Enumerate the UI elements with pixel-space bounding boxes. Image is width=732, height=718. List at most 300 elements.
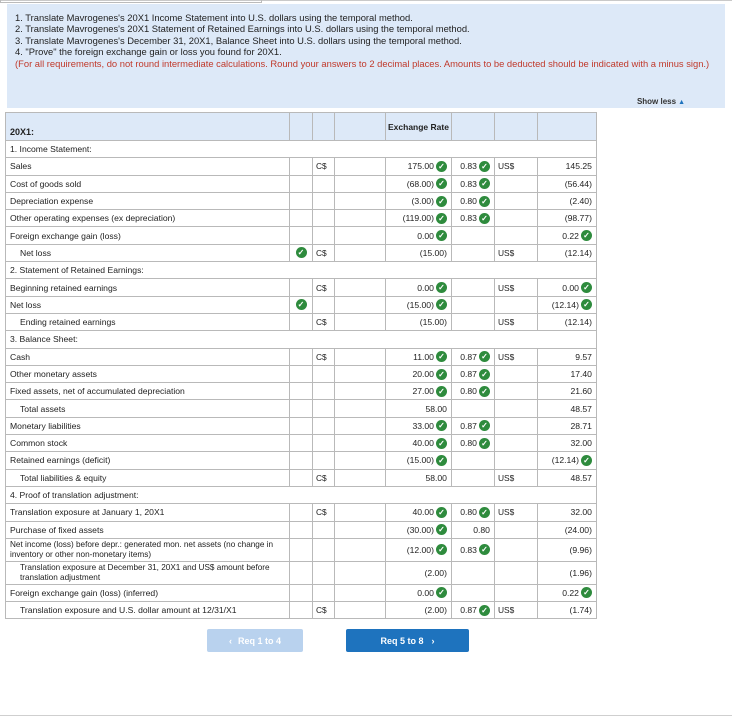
usd-amount-cell[interactable]	[537, 192, 596, 209]
exchange-rate-cell	[451, 452, 494, 469]
exchange-rate-wrap	[454, 369, 490, 380]
usd-amount-cell[interactable]	[537, 210, 596, 227]
foreign-amount[interactable]: (15.00)	[419, 247, 447, 258]
foreign-amount-wrap	[388, 386, 447, 397]
row-label: Translation exposure and U.S. dollar amount at 12/31/X1	[6, 602, 290, 619]
check-icon: ✓	[479, 605, 490, 616]
row-label: Common stock	[6, 435, 290, 452]
usd-currency-cell[interactable]	[494, 469, 537, 486]
check-icon: ✓	[479, 178, 490, 189]
foreign-amount[interactable]: (15.00)	[406, 299, 434, 310]
usd-amount[interactable]: 32.00	[570, 438, 592, 449]
foreign-amount-cell[interactable]	[386, 538, 452, 561]
foreign-amount[interactable]: (2.00)	[424, 605, 447, 616]
check-icon: ✓	[436, 455, 447, 466]
exchange-rate-cell[interactable]	[451, 417, 494, 434]
usd-amount-wrap	[540, 179, 592, 189]
foreign-amount-wrap	[388, 420, 447, 431]
usd-currency-cell	[494, 210, 537, 227]
exchange-rate[interactable]: 0.80	[460, 386, 477, 397]
table-row	[6, 227, 597, 244]
exchange-rate[interactable]: 0.83	[460, 544, 477, 555]
usd-amount-cell[interactable]	[537, 602, 596, 619]
header-blank	[494, 113, 537, 141]
foreign-currency-cell[interactable]	[313, 158, 335, 175]
usd-amount-wrap	[540, 161, 592, 171]
usd-amount-cell[interactable]	[537, 158, 596, 175]
usd-currency-label[interactable]: US$	[497, 317, 515, 328]
row-status-cell	[290, 521, 313, 538]
foreign-currency-cell[interactable]	[313, 348, 335, 365]
tab-notch	[0, 0, 262, 3]
foreign-currency-label[interactable]: C$	[316, 605, 327, 616]
exchange-rate-cell[interactable]	[451, 504, 494, 521]
header-blank	[537, 113, 596, 141]
foreign-amount[interactable]: (12.00)	[406, 544, 434, 555]
foreign-amount-cell[interactable]	[386, 504, 452, 521]
table-row	[6, 383, 597, 400]
foreign-currency-cell	[313, 561, 335, 584]
exchange-rate[interactable]: 0.83	[460, 161, 477, 172]
usd-amount-wrap	[540, 568, 592, 578]
usd-amount-cell[interactable]	[537, 561, 596, 584]
foreign-amount-wrap	[388, 605, 447, 615]
exchange-rate-cell[interactable]	[451, 435, 494, 452]
usd-amount[interactable]: (12.14)	[564, 317, 592, 328]
usd-amount[interactable]: (98.77)	[564, 213, 592, 224]
foreign-currency-label[interactable]: C$	[316, 282, 327, 293]
usd-currency-label[interactable]: US$	[497, 161, 515, 172]
foreign-currency-cell[interactable]	[313, 279, 335, 296]
spacer-cell	[335, 279, 386, 296]
usd-amount[interactable]: 145.25	[565, 161, 592, 172]
foreign-currency-cell[interactable]	[313, 313, 335, 330]
exchange-rate[interactable]: 0.83	[460, 178, 477, 189]
spacer-cell	[335, 313, 386, 330]
usd-amount-wrap	[540, 230, 592, 241]
row-status-cell	[290, 210, 313, 227]
exchange-rate-wrap	[454, 605, 490, 616]
spacer-cell	[335, 469, 386, 486]
usd-amount-wrap	[540, 369, 592, 379]
row-status-cell	[290, 348, 313, 365]
instructions-panel	[7, 4, 725, 108]
table-row	[6, 521, 597, 538]
show-less-label[interactable]: Show less	[636, 97, 677, 106]
exchange-rate[interactable]: 0.87	[460, 351, 477, 362]
foreign-currency-cell	[313, 192, 335, 209]
foreign-amount[interactable]: (15.00)	[406, 455, 434, 466]
exchange-rate-cell[interactable]	[451, 348, 494, 365]
foreign-currency-cell[interactable]	[313, 602, 335, 619]
spacer-cell	[335, 417, 386, 434]
usd-amount[interactable]: (12.14)	[564, 247, 592, 258]
foreign-amount-cell[interactable]	[386, 383, 452, 400]
foreign-amount[interactable]: 58.00	[425, 472, 447, 483]
row-label: Depreciation expense	[6, 192, 290, 209]
usd-amount-wrap	[540, 248, 592, 258]
prev-requirement-button[interactable]	[207, 629, 303, 652]
row-label: Sales	[6, 158, 290, 175]
exchange-rate-wrap	[454, 438, 490, 449]
foreign-amount[interactable]: 40.00	[412, 438, 434, 449]
exchange-rate[interactable]: 0.80	[460, 196, 477, 207]
usd-amount[interactable]: (1.96)	[569, 567, 592, 578]
row-label: Fixed assets, net of accumulated depreciation	[6, 383, 290, 400]
usd-amount[interactable]: 0.22	[562, 230, 579, 241]
foreign-amount-cell[interactable]	[386, 210, 452, 227]
foreign-amount[interactable]: (15.00)	[419, 317, 447, 328]
table-row	[6, 469, 597, 486]
usd-amount[interactable]: (1.74)	[569, 605, 592, 616]
spacer-cell	[335, 521, 386, 538]
usd-amount[interactable]: 0.00	[562, 282, 579, 293]
table-row	[6, 313, 597, 330]
check-icon: ✓	[436, 178, 447, 189]
foreign-amount-wrap	[388, 455, 447, 466]
usd-amount-cell[interactable]	[537, 348, 596, 365]
spacer-cell	[335, 538, 386, 561]
foreign-amount-cell[interactable]	[386, 244, 452, 261]
foreign-currency-cell[interactable]	[313, 504, 335, 521]
foreign-amount-cell[interactable]	[386, 192, 452, 209]
foreign-amount-cell[interactable]	[386, 279, 452, 296]
foreign-amount-cell[interactable]	[386, 452, 452, 469]
exchange-rate-cell	[451, 313, 494, 330]
foreign-amount-cell[interactable]	[386, 158, 452, 175]
usd-amount-cell[interactable]	[537, 584, 596, 601]
check-icon: ✓	[479, 161, 490, 172]
foreign-amount-wrap	[388, 544, 447, 555]
foreign-amount-cell[interactable]	[386, 417, 452, 434]
header-blank	[335, 113, 386, 141]
check-icon: ✓	[436, 161, 447, 172]
usd-amount[interactable]: 48.57	[570, 403, 592, 414]
foreign-amount-wrap	[388, 213, 447, 224]
usd-amount-cell[interactable]	[537, 175, 596, 192]
foreign-amount[interactable]: 0.00	[417, 282, 434, 293]
usd-amount-cell[interactable]	[537, 313, 596, 330]
exchange-rate-cell	[451, 244, 494, 261]
usd-amount-wrap	[540, 473, 592, 483]
foreign-amount[interactable]: 33.00	[412, 420, 434, 431]
foreign-amount-cell[interactable]	[386, 365, 452, 382]
usd-currency-cell[interactable]	[494, 279, 537, 296]
exchange-rate-cell[interactable]	[451, 521, 494, 538]
exchange-rate-cell[interactable]	[451, 538, 494, 561]
usd-amount-wrap	[540, 438, 592, 448]
spacer-cell	[335, 561, 386, 584]
exchange-rate[interactable]: 0.87	[460, 369, 477, 379]
foreign-amount-cell[interactable]	[386, 469, 452, 486]
section-header-row	[6, 331, 597, 348]
spacer-cell	[335, 244, 386, 261]
foreign-amount[interactable]: (68.00)	[406, 178, 434, 189]
exchange-rate-wrap	[454, 351, 490, 362]
check-icon: ✓	[436, 299, 447, 310]
spacer-cell	[335, 158, 386, 175]
foreign-amount-cell[interactable]	[386, 584, 452, 601]
usd-amount[interactable]: 32.00	[570, 507, 592, 518]
usd-currency-cell	[494, 538, 537, 561]
row-label: Net loss	[6, 296, 290, 313]
usd-amount[interactable]: (12.14)	[551, 455, 579, 466]
foreign-amount[interactable]: 58.00	[425, 403, 447, 414]
usd-currency-cell[interactable]	[494, 313, 537, 330]
foreign-amount-wrap	[388, 404, 447, 414]
header-blank	[290, 113, 313, 141]
row-status-cell	[290, 313, 313, 330]
check-icon: ✓	[436, 213, 447, 224]
prev-requirement-label[interactable]: Req 1 to 4	[237, 635, 281, 646]
exchange-rate-wrap	[454, 507, 490, 518]
spacer-cell	[335, 175, 386, 192]
usd-amount[interactable]: (12.14)	[551, 299, 579, 310]
exchange-rate-cell[interactable]	[451, 602, 494, 619]
usd-amount[interactable]: 48.57	[570, 472, 592, 483]
row-status-cell	[290, 296, 313, 313]
table-row	[6, 244, 597, 261]
foreign-amount-cell[interactable]	[386, 313, 452, 330]
usd-amount-cell[interactable]	[537, 296, 596, 313]
exchange-rate[interactable]: 0.80	[460, 438, 477, 449]
table-row	[6, 158, 597, 175]
exchange-rate-wrap	[454, 161, 490, 172]
usd-currency-label[interactable]: US$	[497, 247, 515, 258]
usd-amount[interactable]: (56.44)	[564, 178, 592, 189]
foreign-amount-cell[interactable]	[386, 521, 452, 538]
row-label: Other monetary assets	[6, 365, 290, 382]
spacer-cell	[335, 227, 386, 244]
row-status-cell	[290, 561, 313, 584]
table-row	[6, 279, 597, 296]
exchange-rate-cell	[451, 227, 494, 244]
exchange-rate[interactable]: 0.83	[460, 213, 477, 224]
exchange-rate-cell[interactable]	[451, 210, 494, 227]
usd-amount-cell[interactable]	[537, 521, 596, 538]
usd-currency-cell[interactable]	[494, 348, 537, 365]
exchange-rate-cell[interactable]	[451, 192, 494, 209]
next-requirement-label[interactable]: Req 5 to 8	[380, 635, 424, 646]
table-row	[6, 192, 597, 209]
usd-amount-cell[interactable]	[537, 400, 596, 417]
row-status-cell	[290, 244, 313, 261]
table-header-row	[6, 113, 597, 141]
usd-amount-cell[interactable]	[537, 227, 596, 244]
usd-amount[interactable]: (9.96)	[569, 544, 592, 555]
usd-currency-cell	[494, 584, 537, 601]
row-status-cell	[290, 504, 313, 521]
spacer-cell	[335, 192, 386, 209]
usd-amount-cell[interactable]	[537, 435, 596, 452]
show-less-link[interactable]	[637, 96, 685, 108]
exchange-rate-wrap	[454, 386, 490, 397]
check-icon: ✓	[436, 524, 447, 535]
exchange-rate[interactable]: 0.80	[473, 524, 490, 535]
foreign-amount-cell[interactable]	[386, 175, 452, 192]
usd-amount[interactable]: 0.22	[562, 587, 579, 598]
spacer-cell	[335, 365, 386, 382]
foreign-amount-wrap	[388, 282, 447, 293]
check-icon: ✓	[479, 213, 490, 224]
foreign-amount[interactable]: 27.00	[412, 386, 434, 397]
foreign-currency-label[interactable]: C$	[316, 472, 327, 483]
row-label: Cash	[6, 348, 290, 365]
year-label: 20X1:	[6, 113, 290, 141]
foreign-amount[interactable]: 0.00	[417, 587, 434, 598]
table-row	[6, 296, 597, 313]
section-header-row	[6, 486, 597, 503]
table-row	[6, 400, 597, 417]
exchange-rate[interactable]: 0.87	[460, 420, 477, 431]
foreign-currency-cell	[313, 435, 335, 452]
usd-currency-label[interactable]: US$	[497, 507, 515, 518]
usd-amount-cell[interactable]	[537, 417, 596, 434]
foreign-amount-cell[interactable]	[386, 561, 452, 584]
foreign-amount[interactable]: 20.00	[412, 369, 434, 379]
usd-amount[interactable]: (2.40)	[569, 196, 592, 207]
section-header-row	[6, 141, 597, 158]
usd-amount[interactable]: 28.71	[570, 420, 592, 431]
check-icon: ✓	[296, 247, 307, 258]
usd-amount[interactable]: 17.40	[570, 369, 592, 379]
spacer-cell	[335, 584, 386, 601]
foreign-amount[interactable]: 11.00	[413, 351, 434, 362]
foreign-amount-wrap	[388, 524, 447, 535]
chevron-right-icon[interactable]: ›	[431, 635, 435, 646]
triangle-up-icon[interactable]: ▲	[678, 99, 685, 106]
usd-amount-wrap	[540, 421, 592, 431]
foreign-currency-cell[interactable]	[313, 469, 335, 486]
exchange-rate-cell[interactable]	[451, 365, 494, 382]
usd-currency-cell[interactable]	[494, 602, 537, 619]
foreign-currency-label[interactable]: C$	[316, 351, 327, 362]
table-row	[6, 435, 597, 452]
foreign-currency-label[interactable]: C$	[316, 507, 327, 518]
usd-amount-wrap	[540, 352, 592, 362]
usd-currency-label[interactable]: US$	[497, 605, 515, 616]
usd-amount-wrap	[540, 404, 592, 414]
foreign-currency-cell	[313, 383, 335, 400]
foreign-amount[interactable]: (119.00)	[402, 213, 434, 224]
foreign-amount-wrap	[388, 161, 447, 172]
check-icon: ✓	[581, 282, 592, 293]
check-icon: ✓	[479, 196, 490, 207]
spacer-cell	[335, 602, 386, 619]
exchange-rate[interactable]: 0.87	[460, 605, 477, 616]
usd-currency-cell[interactable]	[494, 504, 537, 521]
check-icon: ✓	[479, 438, 490, 449]
exchange-rate-cell	[451, 584, 494, 601]
usd-amount-cell[interactable]	[537, 452, 596, 469]
table-row	[6, 210, 597, 227]
table-row	[6, 175, 597, 192]
usd-amount-cell[interactable]	[537, 538, 596, 561]
usd-currency-label[interactable]: US$	[497, 282, 515, 293]
check-icon: ✓	[581, 455, 592, 466]
foreign-amount[interactable]: 40.00	[412, 507, 434, 518]
foreign-amount-wrap	[388, 248, 447, 258]
foreign-currency-cell	[313, 365, 335, 382]
foreign-amount-cell[interactable]	[386, 602, 452, 619]
chevron-left-icon[interactable]: ‹	[228, 635, 232, 646]
row-status-cell	[290, 584, 313, 601]
usd-amount[interactable]: 21.60	[570, 386, 592, 397]
foreign-currency-cell	[313, 452, 335, 469]
check-icon: ✓	[436, 230, 447, 241]
check-icon: ✓	[436, 351, 447, 362]
foreign-amount-wrap	[388, 568, 447, 578]
row-label: Beginning retained earnings	[6, 279, 290, 296]
foreign-amount[interactable]: 0.00	[417, 230, 434, 241]
row-status-cell	[290, 158, 313, 175]
foreign-amount[interactable]: 175.00	[407, 161, 434, 172]
check-icon: ✓	[436, 282, 447, 293]
usd-amount[interactable]: (24.00)	[564, 524, 592, 535]
usd-currency-cell[interactable]	[494, 244, 537, 261]
table-row	[6, 561, 597, 584]
table-row	[6, 365, 597, 382]
foreign-amount-cell[interactable]	[386, 435, 452, 452]
exchange-rate[interactable]: 0.80	[460, 507, 477, 518]
foreign-currency-label[interactable]: C$	[316, 161, 327, 172]
instruction-note: (For all requirements, do not round intermediate calculations. Round your answers to 2 decimal places. Amounts to be deducted should be indicated with a minus sign.)	[15, 57, 710, 69]
usd-amount-cell[interactable]	[537, 504, 596, 521]
section-label: 3. Balance Sheet:	[6, 331, 597, 348]
foreign-amount-wrap	[388, 507, 447, 518]
foreign-currency-label[interactable]: C$	[316, 247, 327, 258]
usd-amount[interactable]: 9.57	[575, 351, 592, 362]
exchange-rate-cell[interactable]	[451, 383, 494, 400]
foreign-amount-cell[interactable]	[386, 348, 452, 365]
check-icon: ✓	[436, 420, 447, 431]
check-icon: ✓	[436, 369, 447, 380]
check-icon: ✓	[436, 544, 447, 555]
foreign-amount-cell[interactable]	[386, 227, 452, 244]
usd-currency-cell[interactable]	[494, 158, 537, 175]
usd-currency-label[interactable]: US$	[497, 351, 515, 362]
row-status-cell	[290, 383, 313, 400]
usd-amount-cell[interactable]	[537, 365, 596, 382]
usd-amount-cell[interactable]	[537, 383, 596, 400]
check-icon: ✓	[436, 196, 447, 207]
row-label: Net loss	[6, 244, 290, 261]
row-status-cell	[290, 227, 313, 244]
usd-amount-cell[interactable]	[537, 279, 596, 296]
usd-amount-wrap	[540, 545, 592, 555]
foreign-amount[interactable]: (30.00)	[406, 524, 434, 535]
exchange-rate-cell[interactable]	[451, 158, 494, 175]
row-status-cell	[290, 400, 313, 417]
exchange-rate-cell[interactable]	[451, 175, 494, 192]
foreign-amount-cell[interactable]	[386, 400, 452, 417]
foreign-currency-cell	[313, 521, 335, 538]
next-requirement-button[interactable]	[346, 629, 469, 652]
spacer-cell	[335, 296, 386, 313]
usd-currency-label[interactable]: US$	[497, 472, 515, 483]
usd-amount-cell[interactable]	[537, 469, 596, 486]
check-icon: ✓	[581, 587, 592, 598]
foreign-currency-cell[interactable]	[313, 244, 335, 261]
foreign-amount[interactable]: (2.00)	[424, 567, 447, 578]
usd-amount-cell[interactable]	[537, 244, 596, 261]
foreign-currency-label[interactable]: C$	[316, 317, 327, 328]
foreign-amount-wrap	[388, 299, 447, 310]
usd-currency-cell	[494, 175, 537, 192]
foreign-amount-cell[interactable]	[386, 296, 452, 313]
foreign-amount[interactable]: (3.00)	[411, 196, 434, 207]
usd-amount-wrap	[540, 386, 592, 396]
